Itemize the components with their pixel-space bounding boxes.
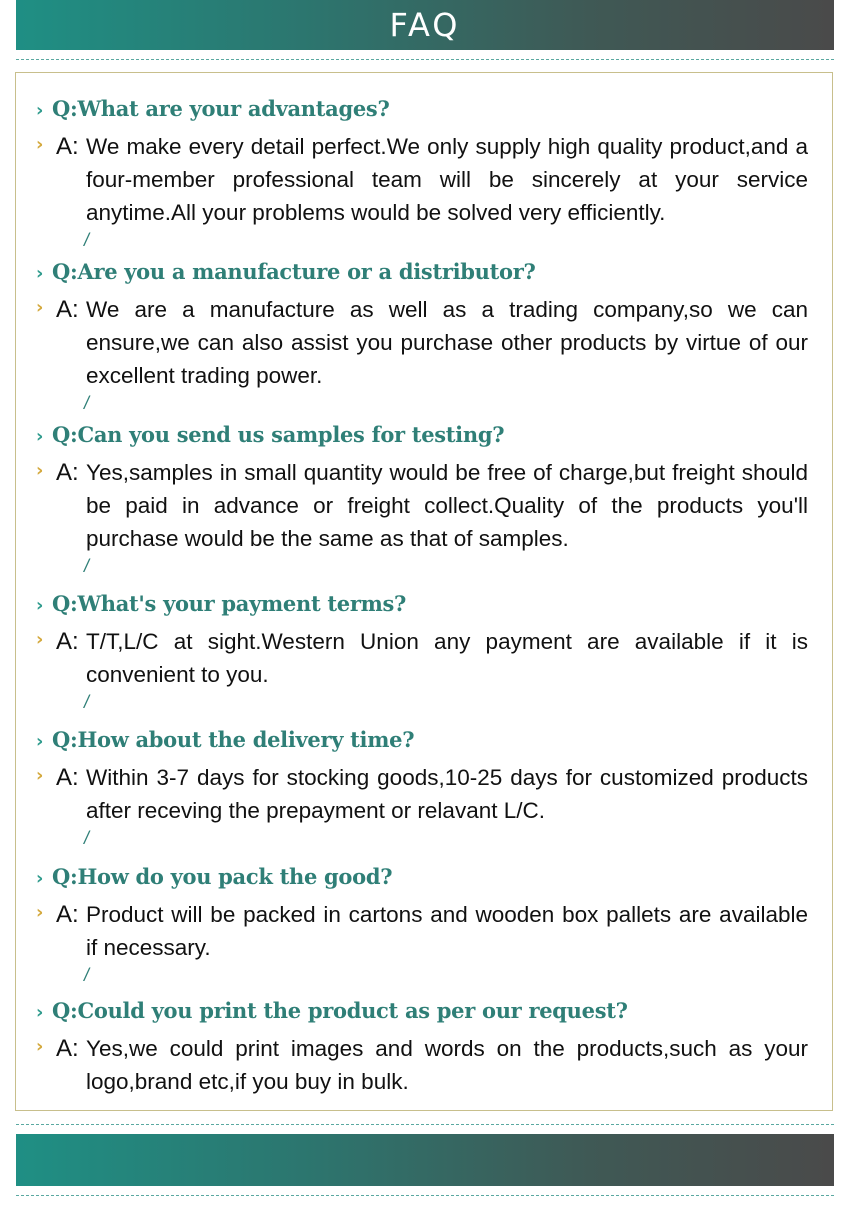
answer-label: A:	[56, 764, 79, 791]
faq-item	[36, 257, 826, 414]
chevron-right-icon: ›	[36, 1036, 44, 1057]
answer-text: We make every detail perfect.We only supply high quality product,and a four-member professional team will be sincerely at your service anytime.All your problems would be solved very efficiently.	[86, 134, 808, 225]
chevron-right-icon: ›	[36, 460, 44, 481]
chevron-right-icon: ›	[36, 868, 44, 889]
faq-item	[36, 725, 826, 849]
faq-item	[36, 996, 826, 1098]
chevron-right-icon: ›	[36, 426, 44, 447]
chevron-right-icon: ›	[36, 134, 44, 155]
question-text: Q:Can you send us samples for testing?	[52, 422, 505, 447]
answer-text: Within 3-7 days for stocking goods,10-25 days for customized products after receving the prepayment or relavant L/C.	[86, 765, 808, 823]
faq-question	[36, 589, 826, 619]
faq-question	[36, 996, 826, 1026]
answer-label: A:	[56, 628, 79, 655]
faq-answer	[36, 1032, 826, 1098]
faq-question	[36, 257, 826, 287]
answer-label: A:	[56, 133, 79, 160]
chevron-right-icon: ›	[36, 902, 44, 923]
separator-mark: /	[84, 393, 90, 413]
chevron-right-icon: ›	[36, 1002, 44, 1023]
faq-answer	[36, 130, 826, 229]
answer-label: A:	[56, 1035, 79, 1062]
faq-answer	[36, 456, 826, 555]
separator-mark: /	[84, 965, 90, 985]
faq-header-banner	[16, 0, 834, 50]
dashed-divider	[16, 1124, 834, 1125]
faq-item	[36, 94, 826, 251]
chevron-right-icon: ›	[36, 731, 44, 752]
footer-banner	[16, 1134, 834, 1186]
separator-mark: /	[84, 230, 90, 250]
chevron-right-icon: ›	[36, 263, 44, 284]
answer-label: A:	[56, 296, 79, 323]
chevron-right-icon: ›	[36, 297, 44, 318]
question-text: Q:How do you pack the good?	[52, 864, 393, 889]
answer-label: A:	[56, 459, 79, 486]
question-text: Q:What's your payment terms?	[52, 591, 407, 616]
separator-mark: /	[84, 556, 90, 576]
chevron-right-icon: ›	[36, 765, 44, 786]
faq-question	[36, 420, 826, 450]
faq-answer	[36, 761, 826, 827]
answer-text: Product will be packed in cartons and wooden box pallets are available if necessary.	[86, 902, 808, 960]
separator-mark: /	[84, 692, 90, 712]
faq-question	[36, 862, 826, 892]
answer-text: Yes,samples in small quantity would be free of charge,but freight should be paid in advance or freight collect.Quality of the products you'll purchase would be the same as that of samples.	[86, 460, 808, 551]
question-text: Q:What are your advantages?	[52, 96, 390, 121]
chevron-right-icon: ›	[36, 595, 44, 616]
question-text: Q:Are you a manufacture or a distributor?	[52, 259, 536, 284]
answer-text: T/T,L/C at sight.Western Union any payment are available if it is convenient to you.	[86, 629, 808, 687]
faq-answer	[36, 293, 826, 392]
chevron-right-icon: ›	[36, 629, 44, 650]
answer-label: A:	[56, 901, 79, 928]
faq-answer	[36, 625, 826, 691]
question-text: Q:How about the delivery time?	[52, 727, 415, 752]
separator-mark: /	[84, 828, 90, 848]
question-text: Q:Could you print the product as per our request?	[52, 998, 628, 1023]
dashed-divider	[16, 1195, 834, 1196]
dashed-divider	[16, 59, 834, 60]
faq-answer	[36, 898, 826, 964]
page-title: FAQ	[389, 6, 461, 44]
faq-item	[36, 862, 826, 986]
chevron-right-icon: ›	[36, 100, 44, 121]
answer-text: Yes,we could print images and words on the products,such as your logo,brand etc,if you buy in bulk.	[86, 1036, 808, 1094]
faq-question	[36, 94, 826, 124]
faq-item	[36, 589, 826, 713]
faq-question	[36, 725, 826, 755]
answer-text: We are a manufacture as well as a trading company,so we can ensure,we can also assist you purchase other products by virtue of our excellent trading power.	[86, 297, 808, 388]
faq-item	[36, 420, 826, 577]
